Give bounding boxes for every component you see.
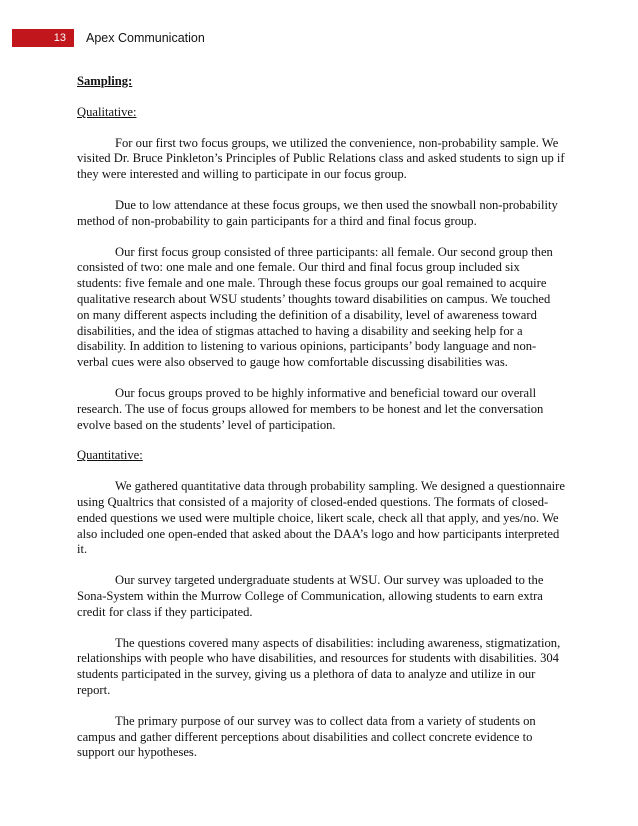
page-header xyxy=(12,29,205,47)
document-body xyxy=(77,74,565,761)
paragraph: For our first two focus groups, we utilized the convenience, non-probability sample. We visited Dr. Bruce Pinkleton’s Principles of Public Relations class and asked students to sign up if they were interested and willing to participate in our focus group. xyxy=(77,135,565,182)
qualitative-heading: Qualitative: xyxy=(77,104,137,119)
paragraph: We gathered quantitative data through probability sampling. We designed a questionnaire using Qualtrics that consisted of a majority of closed-ended questions. The formats of closed-ended questions we used were multiple choice, likert scale, check all that apply, and yes/no. We also included one open-ended that asked about the DAA’s logo and how participants interpreted it. xyxy=(77,479,565,557)
paragraph: Our focus groups proved to be highly informative and beneficial toward our overall research. The use of focus groups allowed for members to be honest and let the conversation evolve based on the students’ level of participation. xyxy=(77,385,544,432)
paragraph: The questions covered many aspects of disabilities: including awareness, stigmatization, relationships with people who have disabilities, and resources for students with disabilities. 304 students participated in the survey, giving us a plethora of data to analyze and utilize in our report. xyxy=(77,635,561,697)
header-title: Apex Communication xyxy=(86,31,205,45)
paragraph: Our first focus group consisted of three participants: all female. Our second group then consisted of two: one male and one female. Our third and final focus group included six students: five female and one male. Through these focus groups our goal remained to acquire qualitative research about WSU students’ thoughts toward disabilities on campus. We touched on many different aspects including the definition of a disability, level of awareness toward disabilities, and the idea of stigmas attached to having a disability and seeking help for a disability. In addition to listening to various opinions, participants’ body language and non-verbal cues were also observed to gauge how comfortable discussing disabilities was. xyxy=(77,244,553,370)
paragraph: The primary purpose of our survey was to collect data from a variety of students on campus and gather different perceptions about disabilities and collect concrete evidence to support our hypotheses. xyxy=(77,713,536,760)
page-number: 13 xyxy=(12,29,74,47)
section-heading: Sampling: xyxy=(77,74,133,88)
quantitative-heading: Quantitative: xyxy=(77,448,143,463)
paragraph: Our survey targeted undergraduate students at WSU. Our survey was uploaded to the Sona-System within the Murrow College of Communication, allowing students to earn extra credit for class if they participated. xyxy=(77,573,544,619)
paragraph: Due to low attendance at these focus groups, we then used the snowball non-probability method of non-probability to gain participants for a third and final focus group. xyxy=(77,197,558,228)
